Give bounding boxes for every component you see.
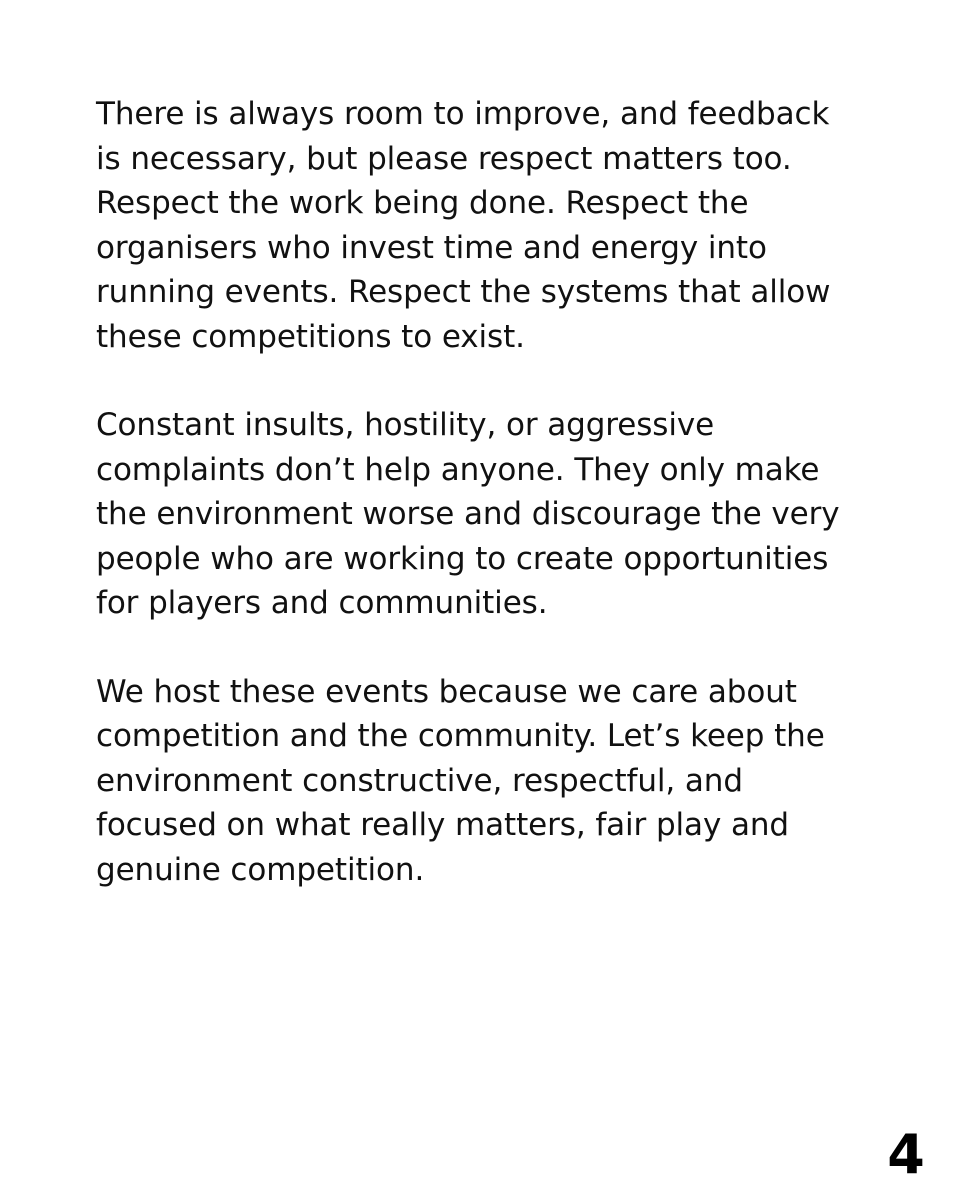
text-line: Respect the work being done. Respect the [96,185,749,221]
text-line: Constant insults, hostility, or aggressive [96,407,715,443]
text-line: focused on what really matters, fair play and [96,807,789,843]
text-line: environment constructive, respectful, and [96,762,743,799]
text-line: these competitions to exist. [96,318,525,355]
text-line: We host these events because we care about [96,673,797,710]
text-line: running events. Respect the systems that allow [96,274,831,310]
page-number: 4 [887,1123,925,1186]
paragraph-hostility [96,403,886,626]
text-line: for players and communities. [96,585,548,621]
text-line: organisers who invest time and energy into [96,229,767,266]
text-line: competition and the community. Let’s keep the [96,718,825,754]
paragraph-respect [96,92,886,359]
text-line: is necessary, but please respect matters too. [96,140,792,177]
text-line: the environment worse and discourage the very [96,496,840,532]
paragraph-community [96,670,886,893]
text-line: people who are working to create opportunities [96,540,829,577]
text-line: genuine competition. [96,851,425,888]
document-body [96,92,886,936]
text-line: complaints don’t help anyone. They only make [96,451,820,488]
text-line: There is always room to improve, and feedback [96,96,830,132]
